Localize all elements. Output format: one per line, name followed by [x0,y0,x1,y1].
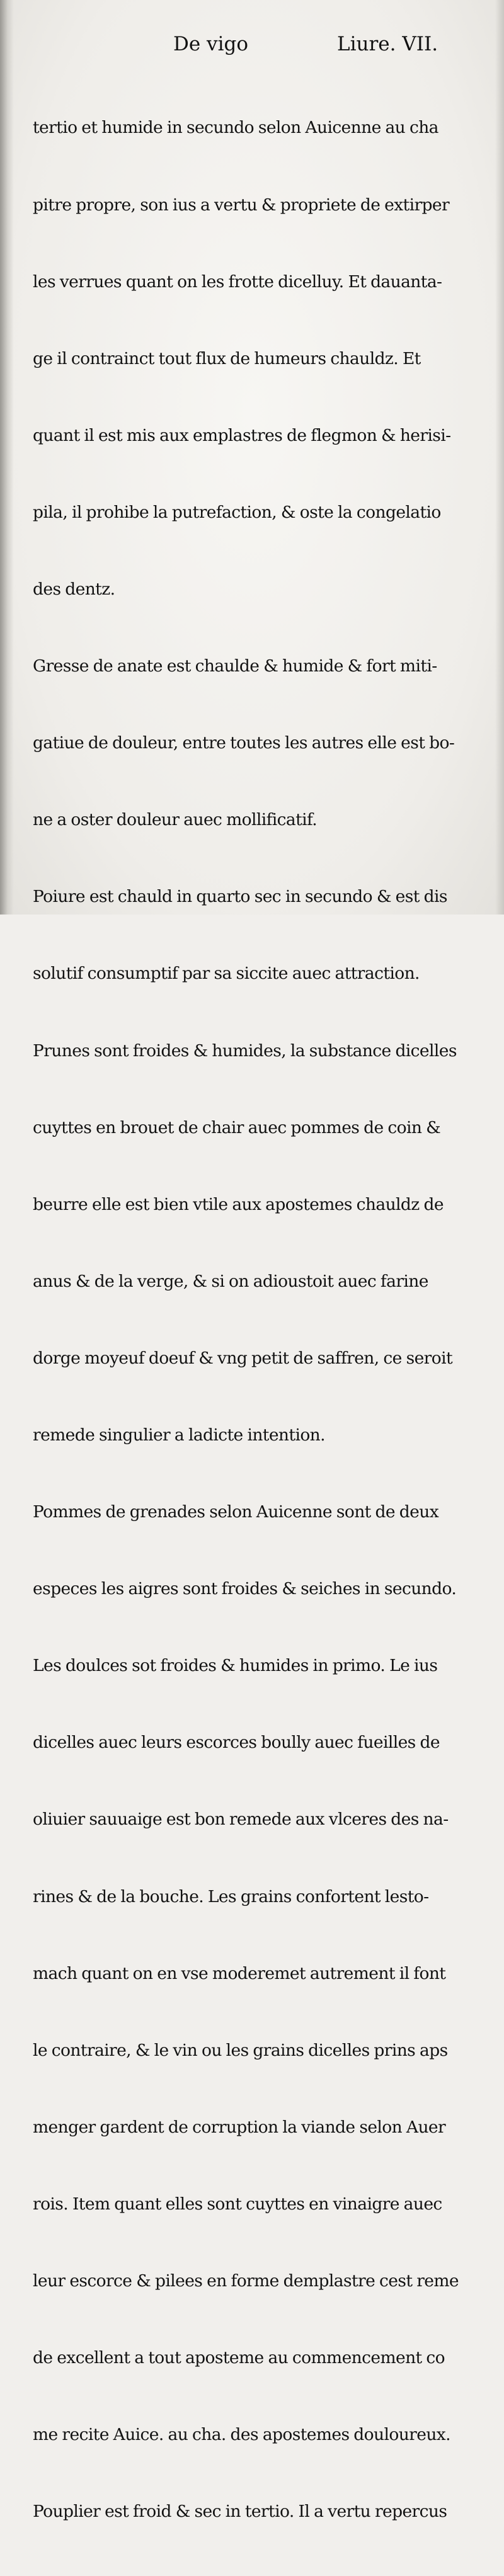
text-line: oliuier sauuaige est bon remede aux vlceres des na- [33,1809,449,1830]
body-text [33,64,481,2576]
text-line: le contraire, & le vin ou les grains dicelles prins aps [33,2040,448,2060]
text-line: pila, il prohibe la putrefaction, & oste la congelatio [33,502,441,522]
text-line: cuyttes en brouet de chair auec pommes de coin & [33,1117,441,1137]
running-head-title: De vigo [173,33,248,55]
text-line: me recite Auice. au cha. des apostemes douloureux. [33,2425,450,2445]
text-line: Poiure est chauld in quarto sec in secundo & est dis [33,887,447,907]
text-line: Pouplier est froid & sec in tertio. Il a vertu repercus [33,2502,447,2522]
text-line: dicelles auec leurs escorces boully auec fueilles de [33,1733,440,1753]
text-line: tertio et humide in secundo selon Auicenne au cha [33,118,438,138]
text-line: dorge moyeuf doeuf & vng petit de saffren, ce seroit [33,1348,452,1368]
text-line: rines & de la bouche. Les grains confortent lesto- [33,1886,429,1906]
text-line: pitre propre, son ius a vertu & propriete de extirper [33,195,450,215]
text-line: ne a oster douleur auec mollificatif. [33,810,318,830]
page-gutter-shadow [0,0,14,915]
running-head-book: Liure. VII. [337,33,438,55]
running-head [0,33,504,58]
text-line: Pommes de grenades selon Auicenne sont de deux [33,1502,439,1522]
text-line: de excellent a tout aposteme au commencement co [33,2348,445,2368]
text-line: beurre elle est bien vtile aux apostemes chauldz de [33,1194,444,1214]
text-line: des dentz. [33,579,115,599]
text-line: Gresse de anate est chaulde & humide & fort miti- [33,656,437,676]
text-line: ge il contrainct tout flux de humeurs chauldz. Et [33,348,421,368]
text-line: mach quant on en vse moderemet autrement il font [33,1963,446,1983]
text-line: leur escorce & pilees en forme demplastre cest reme [33,2271,459,2291]
text-line: especes les aigres sont froides & seiches in secundo. [33,1579,457,1599]
text-line: Les doulces sot froides & humides in primo. Le ius [33,1656,438,1676]
text-line: menger gardent de corruption la viande selon Auer [33,2117,446,2137]
text-line: quant il est mis aux emplastres de flegmon & herisi- [33,425,451,445]
text-line: les verrues quant on les frotte dicelluy. Et dauanta- [33,271,442,292]
page-edge-shadow [495,0,504,915]
text-line: rois. Item quant elles sont cuyttes en vinaigre auec [33,2194,442,2214]
text-line: solutif consumptif par sa siccite auec attraction. [33,964,420,984]
text-line: remede singulier a ladicte intention. [33,1425,325,1445]
text-line: Prunes sont froides & humides, la substance dicelles [33,1040,457,1061]
text-line: anus & de la verge, & si on adioustoit auec farine [33,1271,428,1291]
text-line: gatiue de douleur, entre toutes les autres elle est bo- [33,733,455,753]
